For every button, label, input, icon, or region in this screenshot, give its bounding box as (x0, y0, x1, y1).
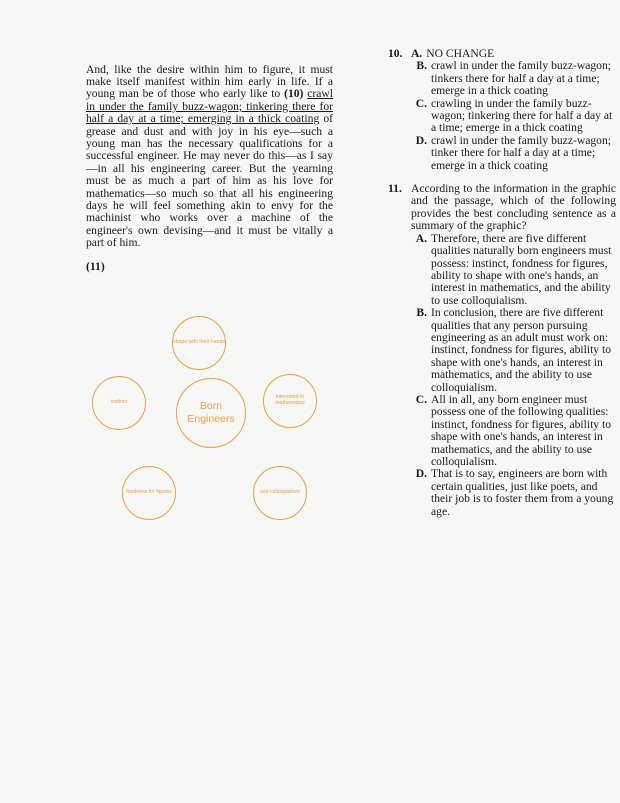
option-text: crawling in under the family buzz-wagon; tinkering there for half a day at a time; emerge in a thick coating (431, 96, 613, 135)
option-letter: B. (416, 59, 427, 73)
answer-option-11a[interactable] (388, 233, 616, 307)
option-text: That is to say, engineers are born with certain qualities, just like poets, and their job is to foster them from a young age. (431, 467, 614, 518)
answer-option-11c[interactable] (388, 394, 616, 468)
question-11 (388, 183, 616, 518)
node-instinct: instinct (92, 376, 146, 430)
question-10 (388, 48, 616, 172)
option-letter: C. (415, 392, 427, 406)
reading-passage (86, 52, 333, 274)
born-engineers-diagram (86, 316, 336, 526)
question-11-number: 11. (388, 182, 402, 196)
question-11-prompt: According to the information in the graphic and the passage, which of the following provides the best concluding sentence as a summary of the graphic? (411, 182, 616, 233)
answer-option-10c[interactable] (388, 98, 616, 135)
option-text: crawl in under the family buzz-wagon; tinkers there for half a day at a time; emerge in a thick coating (431, 59, 611, 98)
question-10-number: 10. (388, 47, 403, 60)
question-10-marker: (10) (284, 87, 304, 101)
node-use-colloquialism: use colloquialism (253, 466, 307, 520)
underlined-phrase: crawl in under the family buzz-wagon; tinkering there for half a day at a time; emerging in a thick coating (86, 87, 333, 126)
question-11-prompt-row (388, 183, 616, 233)
option-text: In conclusion, there are five different qualities that any person pursuing engineering as an adult must work on: instinct, fondness for figures, ability to shape with one's hands, an interest in mathematics, and the ability to use colloquialism. (431, 306, 611, 394)
option-text: Therefore, there are five different qualities naturally born engineers must possess: instinct, fondness for figures, ability to shape with one's hands, an interest in mathematics, and the ability to use colloquialism. (431, 231, 612, 307)
option-letter: C. (415, 96, 427, 110)
node-shape-with-hands: shape with their hands (172, 316, 226, 370)
answer-option-11d[interactable] (388, 468, 616, 518)
option-letter: D. (415, 467, 427, 481)
passage-paragraph (86, 64, 333, 250)
questions-column (388, 48, 616, 518)
option-letter: B. (416, 306, 427, 320)
option-text: NO CHANGE (426, 47, 495, 60)
answer-option-11b[interactable] (388, 307, 616, 394)
node-interested-in-mathematics: interested in mathematics (263, 374, 317, 428)
option-letter: D. (415, 133, 427, 147)
passage-text-before: And, like the desire within him to figure, it must make itself manifest within him early in life. If a young man be of those who early like to (86, 62, 333, 101)
option-letter: A. (411, 47, 423, 60)
answer-option-10b[interactable] (388, 60, 616, 97)
center-node-born-engineers: Born Engineers (176, 378, 246, 448)
passage-text-after: of grease and dust and with joy in his eye—such a young man has the necessary qualifications for a successful engineer. He may never do this—as I say—in all his engineering career. But the yearning must be as much a part of him as his love for mathematics—so much so that all his engineering days he will feel something akin to envy for the machinist who works over a machine of the engineer's own devising—and it must be vitally a part of him. (86, 112, 334, 250)
option-letter: A. (415, 231, 427, 245)
answer-option-10d[interactable] (388, 135, 616, 172)
option-text: crawl in under the family buzz-wagon; tinker there for half a day at a time; emerge in a thick coating (431, 133, 611, 172)
node-fondness-for-figures: fondness for figures (122, 466, 176, 520)
question-11-marker: (11) (86, 260, 105, 274)
option-text: All in all, any born engineer must possess one of the following qualities: instinct, fondness for figures, ability to shape with one's hands, an interest in mathematics, and the ability to use colloquialism. (431, 392, 611, 468)
